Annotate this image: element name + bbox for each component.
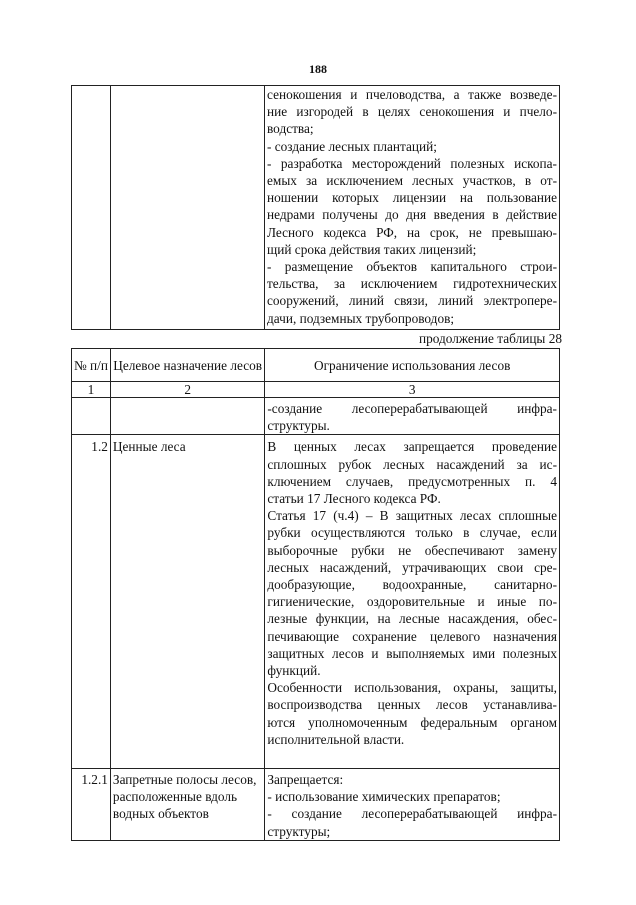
cell-purpose: Ценные леса [110,435,264,769]
header-row [72,349,560,382]
text-line: структуры; [267,823,331,839]
text-line: Лесного кодекса РФ, на срок, не превышаю- [267,224,557,240]
text-line: Статья 17 (ч.4) – В защитных лесах сплошные [267,508,557,524]
col-number: 2 [110,382,264,398]
text-line: недрами получены до дня введения в действие [267,207,557,223]
text-line: ются уполномоченным федеральным органом [267,714,557,730]
text-line: воспроизводства ценных лесов устанавлива- [267,697,557,713]
text-line: -создание лесоперерабатывающей инфра- [267,401,557,416]
cell-restriction [265,435,560,769]
text-line: - использование химических препаратов; [267,789,501,805]
text-line: лезные функции, на лесные насаждения, обес- [267,611,557,627]
text-line: В ценных лесах запрещается проведение [267,439,557,455]
cell-empty-num [72,86,111,330]
header-restriction: Ограничение использования лесов [265,349,560,382]
table-row [72,769,560,841]
text-line: - создание лесных плантаций; [267,138,437,154]
text-line: сплошных рубок лесных насаждений за ис- [267,456,557,472]
table-28-continued [71,348,560,841]
text-line: структуры. [267,418,330,434]
cell-purpose [110,398,264,435]
header-num: № п/п [72,349,111,382]
cell-empty-purpose [110,86,264,330]
text-line: емых за исключением лесных участков, в от- [267,173,557,189]
table-fragment-top [71,85,560,330]
text-line: водства; [267,121,314,137]
text-line: ключением случаев, предусмотренных п. 4 [267,473,557,489]
text-line: - создание лесоперерабатывающей инфра- [267,806,557,822]
text-line: Запрещается: [267,772,344,788]
text-line: функций. [267,663,321,679]
text-line: выборочные рубки не обеспечивают замену [267,542,557,558]
column-number-row [72,382,560,398]
cell-num [72,398,111,435]
cell-restriction [265,769,560,841]
text-line: ние изгородей в целях сенокошения и пчело- [267,104,557,120]
continuation-label: продолжение таблицы 28 [418,331,562,346]
text-line: - разработка месторождений полезных ископа- [267,155,557,171]
cell-restriction [265,398,560,435]
text-line: защитных лесов и выполняемых ими полезных [267,645,557,661]
text-line: - размещение объектов капитального строи- [267,259,557,275]
text-line: сенокошения и пчеловодства, а также возведе- [267,87,557,102]
text-line: лесных насаждений, утрачивающих свои сре- [267,559,557,575]
text-line: Запретные полосы лесов, [112,772,257,788]
cell-purpose [110,769,264,841]
cell-num: 1.2 [72,435,111,769]
text-line: печивающие сохранение целевого назначения [267,628,557,644]
cell-num: 1.2.1 [72,769,111,841]
page-number: 188 [309,62,327,76]
header-purpose: Целевое назначение лесов [110,349,264,382]
text-line: водных объектов [112,806,209,822]
text-line: дачи, подземных трубопроводов; [267,310,455,326]
col-number: 1 [72,382,111,398]
text-line: статьи 17 Лесного кодекса РФ. [267,491,441,507]
text-line: гигиенические, оздоровительные и иные по- [267,594,557,610]
text-line: исполнительной власти. [267,731,405,747]
text-line: сооружений, линий связи, линий электропере- [267,293,557,309]
text-line: щий срока действия таких лицензий; [267,241,477,257]
text-line: ношении которых лицензии на пользование [267,190,557,206]
col-number: 3 [265,382,560,398]
table-row [72,398,560,435]
text-line: рубки осуществляются только в случае, если [267,525,557,541]
text-line: тельства, за исключением гидротехнических [267,276,557,292]
text-line: расположенные вдоль [112,789,238,805]
table-row [72,435,560,769]
cell-restriction-top [265,86,560,330]
text-line: Особенности использования, охраны, защиты, [267,680,557,696]
text-line: дообразующие, водоохранные, санитарно- [267,577,557,593]
